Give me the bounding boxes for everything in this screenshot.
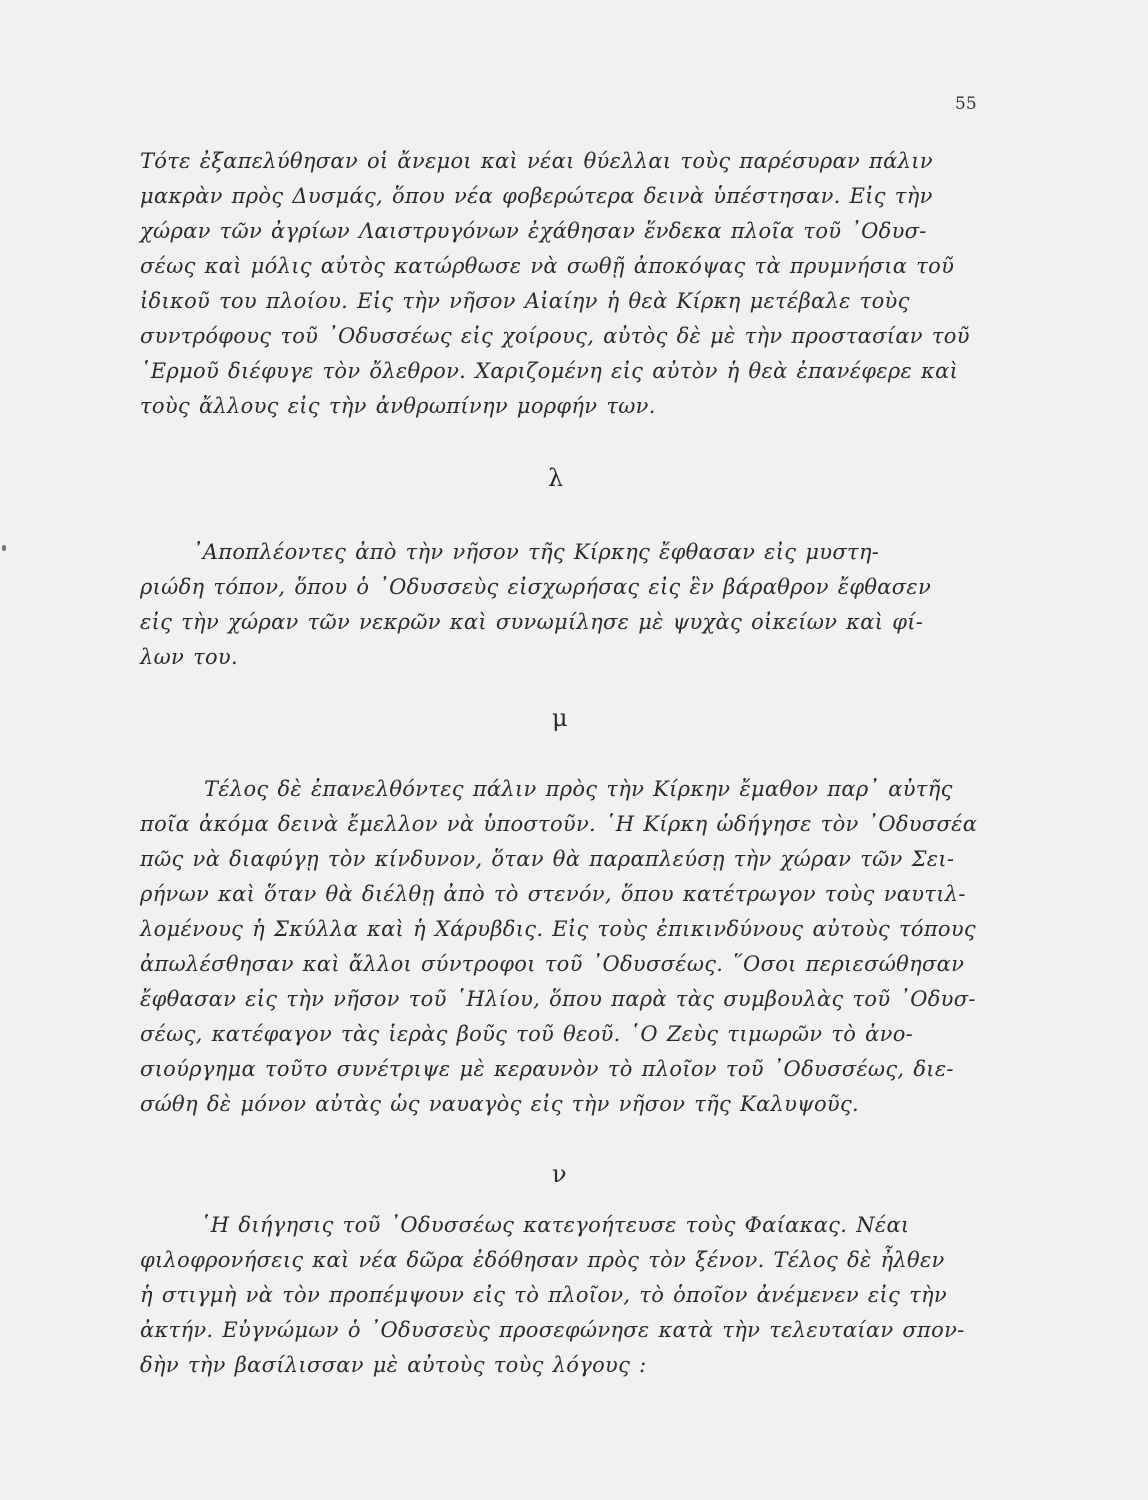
text-line: συντρόφους τοῦ ᾿Οδυσσέως εἰς χοίρους, αὐτὸς δὲ μὲ τὴν προστασίαν τοῦ xyxy=(140,324,970,348)
section-heading-mu: μ xyxy=(552,704,568,732)
text-line: λων του. xyxy=(140,645,238,669)
text-line: ῾Ερμοῦ διέφυγε τὸν ὄλεθρον. Χαριζομένη εἰς αὐτὸν ἡ θεὰ ἐπανέφερε καὶ xyxy=(140,359,959,383)
text-line: ἔφθασαν εἰς τὴν νῆσον τοῦ ῾Ηλίου, ὅπου παρὰ τὰς συμβουλὰς τοῦ ᾿Οδυσ- xyxy=(140,987,976,1011)
text-line: ῾Η διήγησις τοῦ ᾿Οδυσσέως κατεγοήτευσε τοὺς Φαίακας. Νέαι xyxy=(200,1213,910,1237)
text-line: ἀπωλέσθησαν καὶ ἄλλοι σύντροφοι τοῦ ᾿Οδυσσέως. ῞Οσοι περιεσώθησαν xyxy=(140,952,965,976)
text-line: χώραν τῶν ἀγρίων Λαιστρυγόνων ἐχάθησαν ἕνδεκα πλοῖα τοῦ ᾿Οδυσ- xyxy=(140,219,927,243)
text-line: ᾿Αποπλέοντες ἀπὸ τὴν νῆσον τῆς Κίρκης ἔφθασαν εἰς μυστη- xyxy=(192,540,880,564)
text-line: Τέλος δὲ ἐπανελθόντες πάλιν πρὸς τὴν Κίρκην ἔμαθον παρ᾿ αὐτῆς xyxy=(204,777,953,801)
margin-mark xyxy=(2,545,6,551)
section-heading-lambda: λ xyxy=(548,464,564,492)
text-line: τοὺς ἄλλους εἰς τὴν ἀνθρωπίνην μορφήν των. xyxy=(140,394,656,418)
text-line: μακρὰν πρὸς Δυσμάς, ὅπου νέα φοβερώτερα δεινὰ ὑπέστησαν. Εἰς τὴν xyxy=(140,184,933,208)
text-line: ποῖα ἀκόμα δεινὰ ἔμελλον νὰ ὑποστοῦν. ῾Η Κίρκη ὡδήγησε τὸν ᾿Οδυσσέα xyxy=(140,812,978,836)
text-line: εἰς τὴν χώραν τῶν νεκρῶν καὶ συνωμίλησε μὲ ψυχὰς οἰκείων καὶ φί- xyxy=(140,610,924,634)
text-line: σέως, κατέφαγον τὰς ἱερὰς βοῦς τοῦ θεοῦ. ῾Ο Ζεὺς τιμωρῶν τὸ ἀνο- xyxy=(140,1022,914,1046)
paragraph-4 xyxy=(140,1208,990,1383)
section-heading-nu: ν xyxy=(552,1160,567,1188)
text-line: ριώδη τόπον, ὅπου ὁ ᾿Οδυσσεὺς εἰσχωρήσας εἰς ἓν βάραθρον ἔφθασεν xyxy=(140,575,932,599)
paragraph-3 xyxy=(140,772,990,1122)
text-line: Τότε ἐξαπελύθησαν οἱ ἄνεμοι καὶ νέαι θύελλαι τοὺς παρέσυραν πάλιν xyxy=(140,149,933,173)
text-line: λομένους ἡ Σκύλλα καὶ ἡ Χάρυβδις. Εἰς τοὺς ἐπικινδύνους αὐτοὺς τόπους xyxy=(140,917,976,941)
text-line: σιούργημα τοῦτο συνέτριψε μὲ κεραυνὸν τὸ πλοῖον τοῦ ᾿Οδυσσέως, διε- xyxy=(140,1057,954,1081)
text-line: φιλοφρονήσεις καὶ νέα δῶρα ἐδόθησαν πρὸς τὸν ξένον. Τέλος δὲ ἦλθεν xyxy=(140,1248,945,1272)
text-line: ρήνων καὶ ὅταν θὰ διέλθῃ ἀπὸ τὸ στενόν, ὅπου κατέτρωγον τοὺς ναυτιλ- xyxy=(140,882,966,906)
text-line: δὴν τὴν βασίλισσαν μὲ αὐτοὺς τοὺς λόγους : xyxy=(140,1353,647,1377)
text-line: ἡ στιγμὴ νὰ τὸν προπέμψουν εἰς τὸ πλοῖον, τὸ ὁποῖον ἀνέμενεν εἰς τὴν xyxy=(140,1283,947,1307)
text-line: πῶς νὰ διαφύγῃ τὸν κίνδυνον, ὅταν θὰ παραπλεύσῃ τὴν χώραν τῶν Σει- xyxy=(140,847,955,871)
text-line: ἀκτήν. Εὐγνώμων ὁ ᾿Οδυσσεὺς προσεφώνησε κατὰ τὴν τελευταίαν σπον- xyxy=(140,1318,965,1342)
page-number: 55 xyxy=(955,94,977,114)
text-line: σέως καὶ μόλις αὐτὸς κατώρθωσε νὰ σωθῇ ἀποκόψας τὰ πρυμνήσια τοῦ xyxy=(140,254,955,278)
text-line: ἰδικοῦ του πλοίου. Εἰς τὴν νῆσον Αἰαίην ἡ θεὰ Κίρκη μετέβαλε τοὺς xyxy=(140,289,910,313)
paragraph-1 xyxy=(140,144,990,424)
paragraph-2 xyxy=(140,535,990,675)
text-line: σώθη δὲ μόνον αὐτὰς ὡς ναυαγὸς εἰς τὴν νῆσον τῆς Καλυψοῦς. xyxy=(140,1092,859,1116)
